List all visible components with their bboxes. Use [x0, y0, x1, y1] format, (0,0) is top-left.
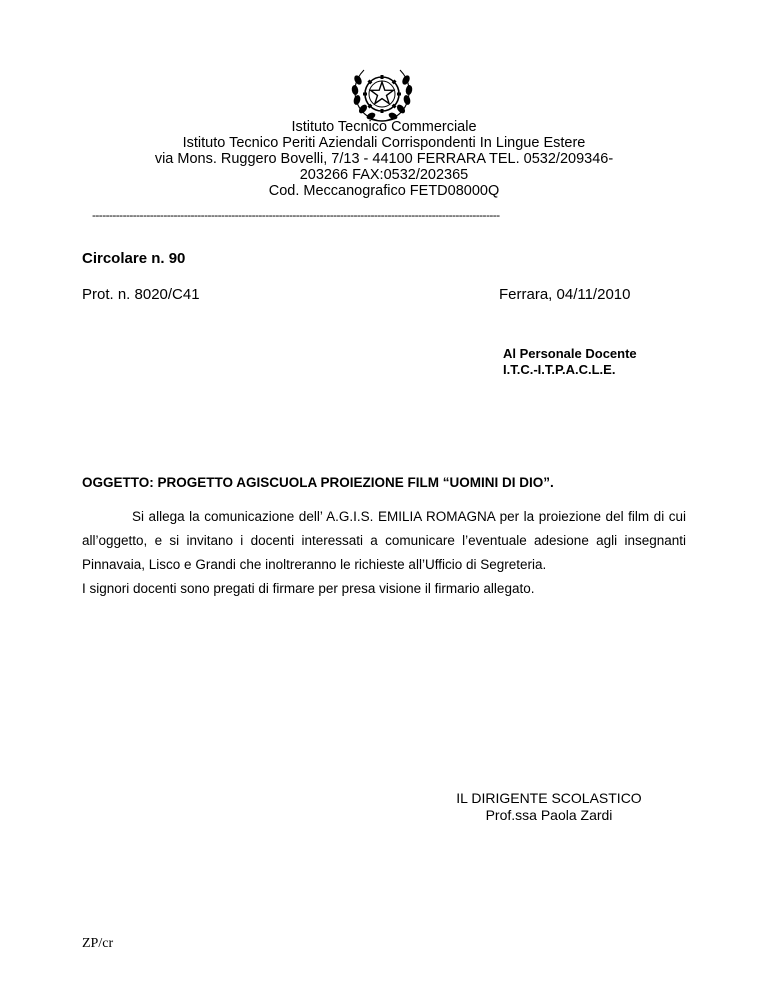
recipient-line-1: Al Personale Docente	[503, 346, 637, 361]
footer-initials: ZP/cr	[82, 936, 114, 951]
header-line-5: Cod. Meccanografico FETD08000Q	[268, 183, 500, 199]
header-line-4: 203266 FAX:0532/202365	[299, 167, 469, 183]
header-line-2: Istituto Tecnico Periti Aziendali Corrispondenti In Lingue Estere	[182, 135, 586, 151]
document-date: Ferrara, 04/11/2010	[499, 286, 631, 303]
school-header	[0, 119, 768, 199]
header-line-3: via Mons. Ruggero Bovelli, 7/13 - 44100 FERRARA TEL. 0532/209346-	[154, 151, 614, 167]
italian-republic-emblem-icon	[346, 66, 418, 124]
signature-name: Prof.ssa Paola Zardi	[485, 807, 613, 823]
body-paragraph-2: I signori docenti sono pregati di firmare per presa visione il firmario allegato.	[82, 581, 535, 596]
recipient-line-2: I.T.C.-I.T.P.A.C.L.E.	[503, 362, 616, 377]
body-text	[82, 505, 686, 601]
signature-block	[430, 790, 668, 824]
recipients	[503, 346, 637, 378]
subject-line: OGGETTO: PROGETTO AGISCUOLA PROIEZIONE FILM “UOMINI DI DIO”.	[82, 475, 554, 490]
header-line-1: Istituto Tecnico Commerciale	[291, 119, 477, 135]
circular-number: Circolare n. 90	[82, 250, 186, 267]
dashed-separator: ------------------------------------------------------------------------------------------------------------------------	[92, 208, 500, 222]
signature-title: IL DIRIGENTE SCOLASTICO	[456, 790, 642, 806]
body-paragraph-1: Si allega la comunicazione dell’ A.G.I.S. EMILIA ROMAGNA per la proiezione del film di cui all’oggetto, e si invitano i docenti interessati a comunicare l’eventuale adesione agli insegnanti Pinnavaia, Lisco e Grandi che inoltreranno le richieste all’Ufficio di Segreteria.	[82, 509, 686, 572]
protocol-number: Prot. n. 8020/C41	[82, 286, 200, 303]
